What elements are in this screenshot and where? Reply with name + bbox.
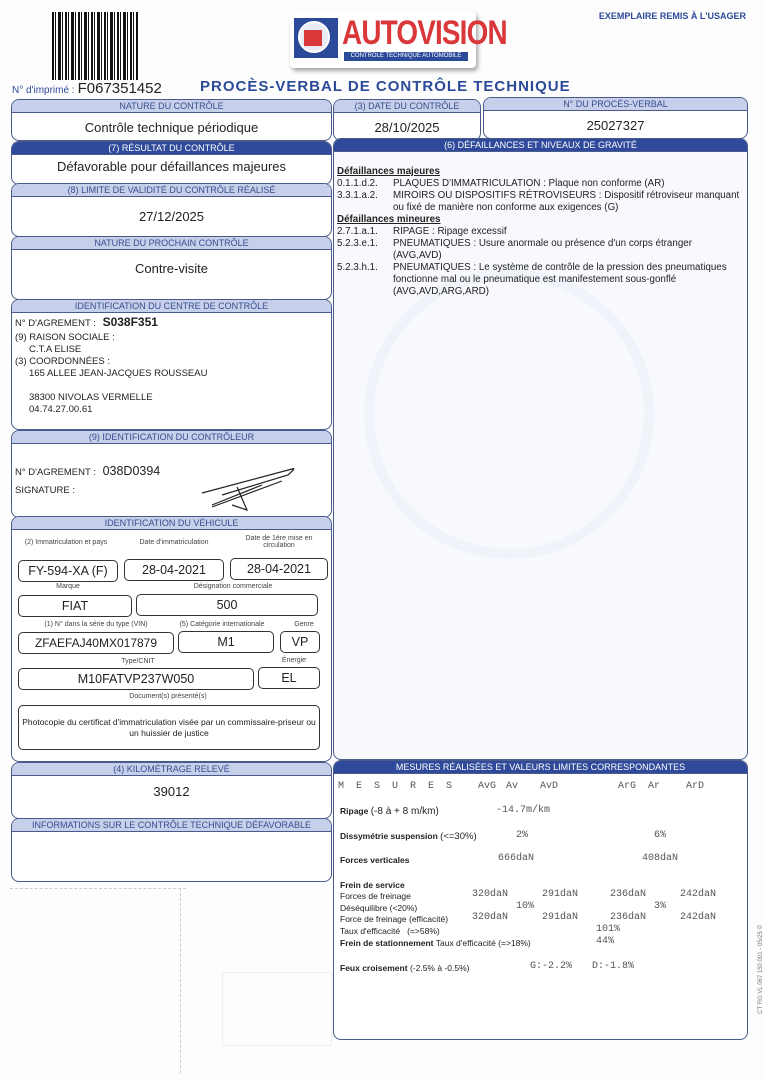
nature-controle-value: Contrôle technique périodique [84,120,259,135]
frein-stationnement-label: Frein de stationnement [340,938,434,948]
form-reference: CT RG VL 067 150 001 - 05/25 © [758,925,764,1014]
frein-service-label: Frein de service [340,880,405,890]
dissym-av: 2% [516,830,529,841]
defaillance-item [337,238,743,262]
signature-icon [192,465,302,515]
vin-label: (1) N° dans la série du type (VIN) [44,621,148,628]
defaillance-code: 5.2.3.h.1. [337,262,378,273]
categorie-field: M1 [178,631,274,653]
immat-label: (2) Immatriculation et pays [24,539,108,546]
forces-freinage-avg: 320daN [472,889,509,900]
genre-label: Genre [294,621,314,628]
raison-sociale-label: (9) RAISON SOCIALE : [15,332,115,343]
col-ar: Ar [648,781,661,792]
feux-gauche: G:-2.2% [530,961,573,972]
barcode-icon [52,12,138,80]
designation-label: Désignation commerciale [193,583,273,590]
taux-efficacite-label: Taux d'efficacité (=>58%) [340,926,440,936]
telephone: 04.74.27.00.61 [29,404,93,415]
kilometrage-label: (4) KILOMÉTRAGE RELEVÉ [12,763,331,776]
col-ard: ArD [686,781,705,792]
resultat-value: Défavorable pour défaillances majeures [56,159,287,174]
defaillance-code: 5.2.3.e.1. [337,238,378,249]
immat-field: FY-594-XA (F) [18,560,118,582]
majeures-title: Défaillances majeures [337,166,440,177]
defaillance-item [337,226,743,238]
ripage-label: Ripage [340,806,369,816]
type-label: Type/CNIT [121,658,155,665]
controleur-box [11,430,332,518]
kilometrage-box [11,762,332,819]
feux-croisement-label: Feux croisement [340,963,408,973]
exemplaire-label: EXEMPLAIRE REMIS À L'USAGER [598,11,746,21]
pv-number-box [483,97,748,139]
ripage-limit: (-8 à + 8 m/km) [370,806,439,817]
date-immat-field: 28-04-2021 [124,559,224,581]
col-arg: ArG [618,781,637,792]
designation-field: 500 [136,594,318,616]
cut-line [10,888,186,890]
autovision-logo [290,12,507,68]
mineures-title: Défaillances mineures [337,214,441,225]
defaillance-text: PLAQUES D'IMMATRICULATION : Plaque non conforme (AR) [393,178,665,189]
force-efficacite-avg: 320daN [472,912,509,923]
col-av: Av [506,781,519,792]
defaillance-code: 2.7.1.a.1. [337,226,378,237]
feux-droite: D:-1.8% [592,961,635,972]
vin-field: ZFAEFAJ40MX017879 [18,632,174,654]
defaillance-text: RIPAGE : Ripage excessif [393,226,507,237]
forces-verticales-ar: 408daN [642,853,679,864]
taux-efficacite-value: 101% [596,924,621,935]
defaillance-item [337,190,743,214]
date-circ-field: 28-04-2021 [230,558,328,580]
forces-freinage-label: Forces de freinage [340,891,411,901]
forces-verticales-label: Forces verticales [340,855,410,865]
page-title: PROCÈS-VERBAL DE CONTRÔLE TECHNIQUE [200,78,571,95]
vehicule-box [11,516,332,762]
documents-field: Photocopie du certificat d'immatriculation visée par un commissaire-priseur ou un huissier de justice [18,705,320,750]
defaillance-code: 0.1.1.d.2. [337,178,378,189]
centre-label: IDENTIFICATION DU CENTRE DE CONTRÔLE [12,300,331,313]
logo-subtitle: CONTROLE TECHNIQUE AUTOMOBILE [344,52,468,61]
force-efficacite-avd: 291daN [542,912,579,923]
documents-label: Document(s) présenté(s) [129,693,207,700]
defaillances-label: (6) DÉFAILLANCES ET NIVEAUX DE GRAVITÉ [334,139,747,152]
col-avg: AvG [478,781,497,792]
pv-number-value: 25027327 [586,118,645,133]
defaillance-text: PNEUMATIQUES : Le système de contrôle de la pression des pneumatiques fonctionne mal ou le pneumatique est manifestement sous-gonflé (AVG,AVD,ARG,ARD) [393,262,727,297]
force-efficacite-label: Force de freinage (efficacité) [340,914,449,924]
desequilibre-label: Déséquilibre (<20%) [340,903,418,913]
date-controle-box [333,99,481,141]
stamp-area [222,972,332,1046]
date-controle-value: 28/10/2025 [374,120,440,135]
prochain-controle-value: Contre-visite [135,261,208,276]
controleur-label: (9) IDENTIFICATION DU CONTRÔLEUR [12,431,331,444]
desequilibre-av: 10% [516,901,535,912]
date-controle-label: (3) DATE DU CONTRÔLE [334,100,480,113]
centre-box [11,299,332,430]
marque-label: Marque [56,583,80,590]
magnifier-car-icon [294,18,338,58]
dissym-ar: 6% [654,830,667,841]
energie-label: Énergie [281,657,307,664]
dissym-limit: (<=30%) [440,831,477,842]
defaillance-item [337,262,743,298]
infos-box [11,818,332,882]
watermark-magnifier-icon [364,269,654,559]
mesures-box [333,760,748,1040]
nature-controle-label: NATURE DU CONTRÔLE [12,100,331,113]
controleur-agrement-label: N° D'AGREMENT : [15,467,96,478]
prochain-controle-label: NATURE DU PROCHAIN CONTRÔLE [12,237,331,250]
forces-freinage-ard: 242daN [680,889,717,900]
cut-line [180,888,182,1073]
genre-field: VP [280,631,320,653]
imprime-number [12,80,162,97]
raison-sociale-value: C.T.A ELISE [29,344,82,355]
date-circ-label: Date de 1ère mise en circulation [245,535,313,549]
signature-label: SIGNATURE : [15,485,75,496]
energie-field: EL [258,667,320,689]
type-field: M10FATVP237W050 [18,668,254,690]
forces-verticales-av: 666daN [498,853,535,864]
imprime-label: N° d'imprimé : [12,85,75,96]
centre-agrement-label: N° D'AGREMENT : [15,318,96,329]
desequilibre-ar: 3% [654,901,667,912]
defaillance-item [337,178,743,190]
defaillances-box [333,138,748,760]
col-avd: AvD [540,781,559,792]
centre-agrement-value: S038F351 [102,315,158,329]
nature-controle-box [11,99,332,141]
imprime-value: F067351452 [77,80,162,97]
defaillances-list [334,152,747,298]
force-efficacite-arg: 236daN [610,912,647,923]
coordonnees-label: (3) COORDONNÉES : [15,356,111,367]
stationnement-taux-value: 44% [596,936,615,947]
logo-name: AUTOVISION [342,14,507,52]
feux-croisement-limit: (-2.5% à -0.5%) [409,963,470,973]
forces-freinage-avd: 291daN [542,889,579,900]
marque-field: FIAT [18,595,132,617]
kilometrage-value: 39012 [153,784,190,799]
limite-validite-box [11,183,332,237]
pv-number-label: N° DU PROCÈS-VERBAL [484,98,747,111]
categorie-label: (5) Catégorie internationale [179,621,265,628]
mesures-title: M E S U R E S [338,781,456,792]
force-efficacite-ard: 242daN [680,912,717,923]
limite-validite-value: 27/12/2025 [138,209,205,224]
vehicule-label: IDENTIFICATION DU VÉHICULE [12,517,331,530]
forces-freinage-arg: 236daN [610,889,647,900]
adresse: 165 ALLEE JEAN-JACQUES ROUSSEAU [29,368,208,379]
date-immat-label: Date d'immatriculation [139,539,209,546]
mesures-label: MESURES RÉALISÉES ET VALEURS LIMITES CORRESPONDANTES [334,761,747,774]
defaillance-text: PNEUMATIQUES : Usure anormale ou présence d'un corps étranger (AVG,AVD) [393,238,692,261]
dissym-label: Dissymétrie suspension [340,831,438,841]
prochain-controle-box [11,236,332,300]
defaillance-text: MIROIRS OU DISPOSITIFS RÉTROVISEURS : Dispositif rétroviseur manquant ou fixé de manière non conforme aux exigences (G) [393,190,740,213]
defaillance-code: 3.3.1.a.2. [337,190,378,201]
resultat-label: (7) RÉSULTAT DU CONTRÔLE [12,142,331,155]
resultat-box [11,141,332,185]
infos-label: INFORMATIONS SUR LE CONTRÔLE TECHNIQUE DÉFAVORABLE [12,819,331,832]
ville: 38300 NIVOLAS VERMELLE [29,392,153,403]
limite-validite-label: (8) LIMITE DE VALIDITÉ DU CONTRÔLE RÉALISÉ [12,184,331,197]
controleur-agrement-value: 038D0394 [102,464,161,478]
stationnement-taux-label: Taux d'efficacité (=>18%) [435,938,531,948]
ripage-value: -14.7m/km [496,805,551,816]
